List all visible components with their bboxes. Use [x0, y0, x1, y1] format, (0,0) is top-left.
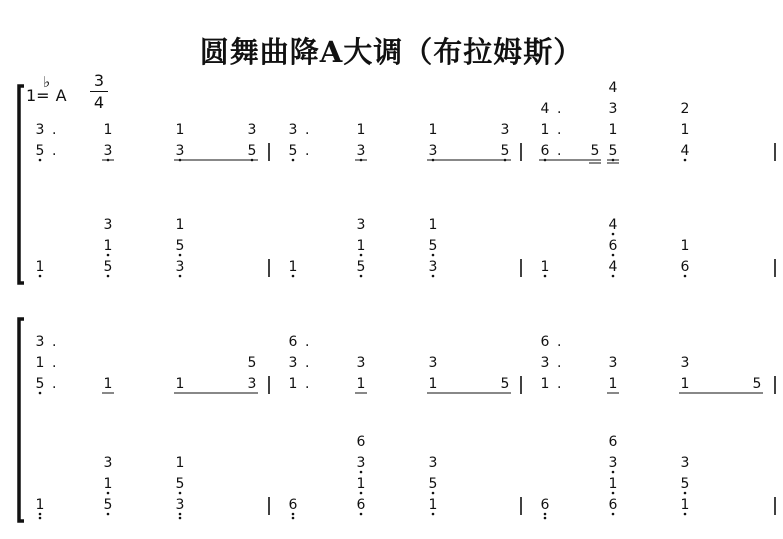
- jianpu-note: 3: [500, 122, 510, 138]
- octave-dot-below: [544, 517, 547, 520]
- jianpu-note: 5: [247, 355, 257, 371]
- jianpu-note: 1: [428, 376, 438, 392]
- jianpu-note: 5: [500, 143, 510, 159]
- jianpu-note: 3: [608, 455, 618, 471]
- jianpu-note: 3: [356, 217, 366, 233]
- augmentation-dot: .: [557, 101, 562, 117]
- augmentation-dot: .: [557, 334, 562, 350]
- octave-dot-below: [432, 254, 435, 257]
- time-signature-top: 3: [93, 71, 105, 90]
- augmentation-dot: .: [52, 376, 57, 392]
- octave-dot-below: [684, 513, 687, 516]
- score-title: 圆舞曲降A大调（布拉姆斯）: [199, 35, 584, 69]
- jianpu-note: 3: [175, 143, 185, 159]
- octave-dot-below: [684, 492, 687, 495]
- octave-dot-below: [432, 275, 435, 278]
- jianpu-note: 3: [680, 355, 690, 371]
- jianpu-note: 1: [35, 259, 45, 275]
- jianpu-note: 1: [540, 122, 550, 138]
- jianpu-note: 1: [35, 497, 45, 513]
- jianpu-note: 6: [608, 434, 618, 450]
- jianpu-note: 5: [103, 259, 113, 275]
- octave-dot-below: [684, 159, 687, 162]
- jianpu-note: 4: [608, 217, 618, 233]
- jianpu-note: 1: [175, 376, 185, 392]
- jianpu-note: 6: [356, 497, 366, 513]
- augmentation-dot: .: [305, 143, 310, 159]
- jianpu-note: 1: [103, 238, 113, 254]
- jianpu-note: 3: [428, 259, 438, 275]
- jianpu-note: 3: [175, 259, 185, 275]
- octave-dot-below: [179, 492, 182, 495]
- octave-dot-below: [107, 492, 110, 495]
- jianpu-note: 6: [608, 238, 618, 254]
- augmentation-dot: .: [52, 143, 57, 159]
- octave-dot-below: [39, 159, 42, 162]
- jianpu-note: 1: [356, 238, 366, 254]
- augmentation-dot: .: [52, 355, 57, 371]
- octave-dot-below: [107, 254, 110, 257]
- jianpu-note: 4: [608, 80, 618, 96]
- jianpu-note: 3: [356, 455, 366, 471]
- system-brace: [19, 319, 24, 521]
- octave-dot-below: [544, 513, 547, 516]
- octave-dot-below: [179, 275, 182, 278]
- jianpu-note: 1: [175, 455, 185, 471]
- augmentation-dot: .: [557, 355, 562, 371]
- jianpu-note: 1: [428, 122, 438, 138]
- jianpu-note: 1: [680, 122, 690, 138]
- flat-sign: ♭: [43, 73, 51, 91]
- jianpu-note: 1: [175, 122, 185, 138]
- jianpu-note: 1: [288, 376, 298, 392]
- octave-dot-below: [612, 254, 615, 257]
- jianpu-note: 3: [175, 497, 185, 513]
- augmentation-dot: .: [557, 143, 562, 159]
- jianpu-note: 1: [680, 497, 690, 513]
- jianpu-note: 5: [175, 238, 185, 254]
- octave-dot-below: [292, 517, 295, 520]
- octave-dot-below: [432, 513, 435, 516]
- augmentation-dot: .: [557, 376, 562, 392]
- jianpu-note: 5: [500, 376, 510, 392]
- jianpu-note: 6: [540, 497, 550, 513]
- jianpu-note: 3: [428, 455, 438, 471]
- jianpu-note: 6: [540, 143, 550, 159]
- jianpu-note: 3: [428, 355, 438, 371]
- jianpu-note: 5: [608, 143, 618, 159]
- jianpu-note: 6: [608, 497, 618, 513]
- octave-dot-below: [39, 392, 42, 395]
- jianpu-note: 3: [608, 355, 618, 371]
- jianpu-note: 5: [247, 143, 257, 159]
- jianpu-note: 5: [35, 143, 45, 159]
- jianpu-note: 1: [540, 259, 550, 275]
- octave-dot-below: [292, 159, 295, 162]
- jianpu-note: 3: [428, 143, 438, 159]
- jianpu-note: 4: [680, 143, 690, 159]
- jianpu-note: 3: [35, 334, 45, 350]
- jianpu-note: 1: [103, 122, 113, 138]
- jianpu-note: 4: [540, 101, 550, 117]
- octave-dot-below: [179, 254, 182, 257]
- jianpu-note: 1: [680, 376, 690, 392]
- octave-dot-below: [39, 513, 42, 516]
- jianpu-note: 1: [175, 217, 185, 233]
- jianpu-note: 6: [540, 334, 550, 350]
- jianpu-note: 1: [608, 376, 618, 392]
- octave-dot-below: [612, 492, 615, 495]
- octave-dot-below: [39, 517, 42, 520]
- augmentation-dot: .: [557, 122, 562, 138]
- octave-dot-below: [179, 513, 182, 516]
- augmentation-dot: .: [305, 355, 310, 371]
- octave-dot-below: [360, 471, 363, 474]
- jianpu-note: 4: [608, 259, 618, 275]
- augmentation-dot: .: [305, 122, 310, 138]
- jianpu-note: 5: [752, 376, 762, 392]
- jianpu-note: 5: [590, 143, 600, 159]
- augmentation-dot: .: [52, 334, 57, 350]
- augmentation-dot: .: [305, 376, 310, 392]
- octave-dot-below: [360, 275, 363, 278]
- jianpu-note: 5: [35, 376, 45, 392]
- octave-dot-below: [432, 492, 435, 495]
- jianpu-note: 3: [103, 217, 113, 233]
- key-one: 1=: [26, 86, 50, 105]
- octave-dot-below: [360, 513, 363, 516]
- jianpu-note: 3: [103, 455, 113, 471]
- jianpu-note: 1: [103, 476, 113, 492]
- jianpu-note: 1: [356, 476, 366, 492]
- jianpu-note: 5: [428, 238, 438, 254]
- jianpu-note: 1: [356, 122, 366, 138]
- octave-dot-below: [360, 254, 363, 257]
- jianpu-note: 3: [356, 355, 366, 371]
- jianpu-note: 6: [356, 434, 366, 450]
- jianpu-note: 5: [356, 259, 366, 275]
- jianpu-note: 5: [175, 476, 185, 492]
- jianpu-note: 5: [680, 476, 690, 492]
- jianpu-note: 3: [288, 122, 298, 138]
- octave-dot-below: [612, 471, 615, 474]
- octave-dot-below: [612, 275, 615, 278]
- jianpu-note: 3: [103, 143, 113, 159]
- jianpu-note: 1: [680, 238, 690, 254]
- octave-dot-below: [612, 513, 615, 516]
- augmentation-dot: .: [305, 334, 310, 350]
- octave-dot-below: [292, 275, 295, 278]
- system-brace: [19, 86, 24, 283]
- jianpu-note: 6: [680, 259, 690, 275]
- jianpu-note: 6: [288, 497, 298, 513]
- jianpu-note: 5: [288, 143, 298, 159]
- jianpu-note: 1: [608, 476, 618, 492]
- jianpu-note: 1: [103, 376, 113, 392]
- time-signature-bottom: 4: [93, 93, 105, 112]
- octave-dot-below: [39, 275, 42, 278]
- jianpu-note: 3: [288, 355, 298, 371]
- jianpu-note: 1: [608, 122, 618, 138]
- octave-dot-below: [292, 513, 295, 516]
- octave-dot-below: [360, 492, 363, 495]
- jianpu-note: 3: [247, 122, 257, 138]
- jianpu-note: 3: [540, 355, 550, 371]
- jianpu-note: 1: [428, 497, 438, 513]
- jianpu-note: 1: [35, 355, 45, 371]
- jianpu-note: 3: [356, 143, 366, 159]
- jianpu-note: 1: [428, 217, 438, 233]
- jianpu-note: 1: [288, 259, 298, 275]
- jianpu-note: 5: [103, 497, 113, 513]
- octave-dot-below: [612, 233, 615, 236]
- jianpu-note: 3: [35, 122, 45, 138]
- octave-dot-below: [544, 275, 547, 278]
- octave-dot-below: [684, 275, 687, 278]
- octave-dot-below: [179, 517, 182, 520]
- jianpu-note: 5: [428, 476, 438, 492]
- octave-dot-below: [107, 513, 110, 516]
- jianpu-note: 3: [247, 376, 257, 392]
- octave-dot-below: [107, 275, 110, 278]
- jianpu-note: 3: [608, 101, 618, 117]
- jianpu-note: 6: [288, 334, 298, 350]
- jianpu-note: 3: [680, 455, 690, 471]
- jianpu-note: 2: [680, 101, 690, 117]
- augmentation-dot: .: [52, 122, 57, 138]
- jianpu-note: 1: [356, 376, 366, 392]
- jianpu-note: 1: [540, 376, 550, 392]
- key-name: A: [55, 86, 67, 105]
